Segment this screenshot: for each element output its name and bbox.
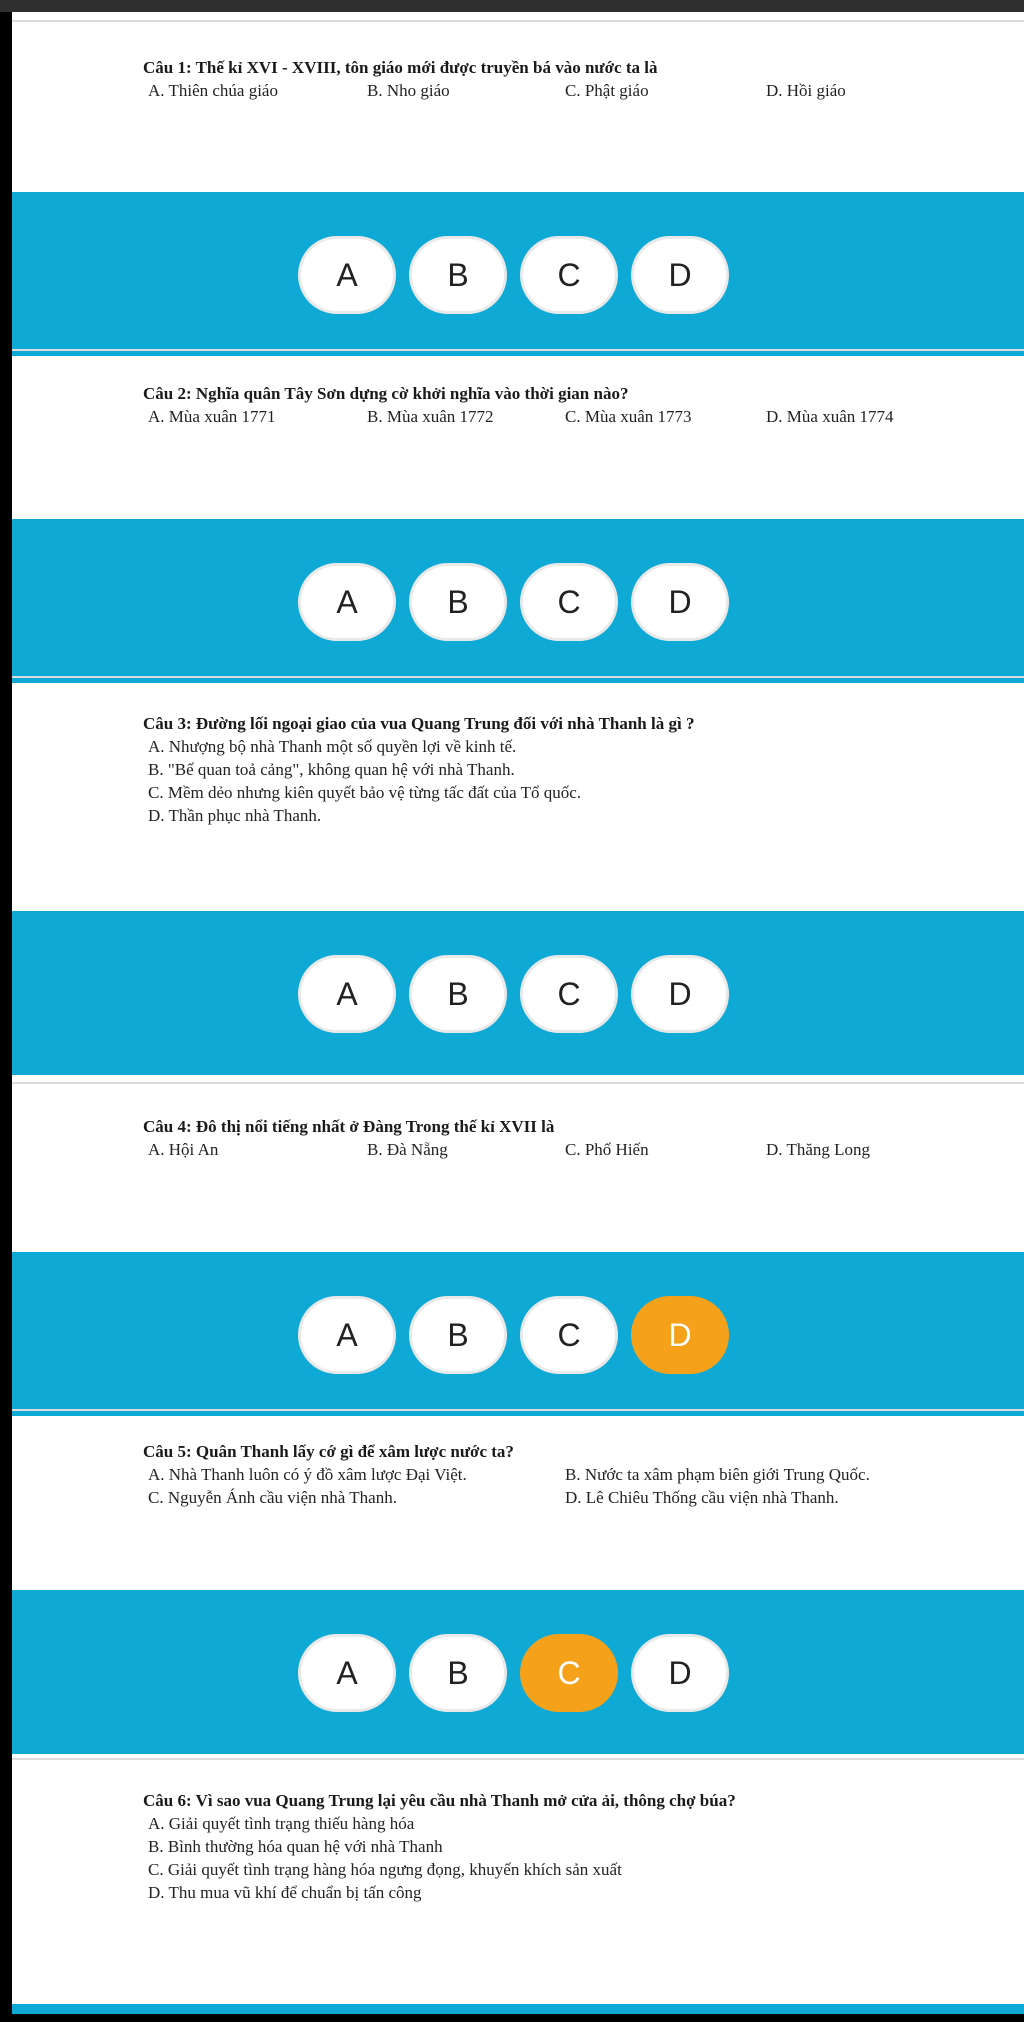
divider xyxy=(12,349,1024,351)
answer-b-button[interactable]: B xyxy=(409,955,507,1033)
question-title: Câu 4: Đô thị nổi tiếng nhất ở Đàng Trong thế kỉ XVII là xyxy=(143,1117,555,1136)
answer-band-6 xyxy=(12,2004,1024,2014)
status-bar xyxy=(0,0,1024,12)
option-a: A. Nhượng bộ nhà Thanh một số quyền lợi về kinh tế. xyxy=(148,737,517,756)
option-c: C. Phố Hiến xyxy=(565,1140,649,1159)
option-c: C. Mùa xuân 1773 xyxy=(565,407,692,426)
answer-b-button[interactable]: B xyxy=(409,563,507,641)
option-d: D. Lê Chiêu Thống cầu viện nhà Thanh. xyxy=(565,1488,839,1507)
answer-d-button[interactable]: D xyxy=(631,563,729,641)
answer-b-button[interactable]: B xyxy=(409,1296,507,1374)
answer-band-3 xyxy=(12,911,1024,1075)
option-c: C. Phật giáo xyxy=(565,81,649,100)
option-a: A. Nhà Thanh luôn có ý đồ xâm lược Đại Việt. xyxy=(148,1465,467,1484)
divider xyxy=(12,1082,1024,1084)
question-title: Câu 5: Quân Thanh lấy cớ gì để xâm lược nước ta? xyxy=(143,1442,514,1461)
answer-c-button[interactable]: C xyxy=(520,563,618,641)
option-b: B. Đà Nẵng xyxy=(367,1140,448,1159)
option-d: D. Thu mua vũ khí để chuẩn bị tấn công xyxy=(148,1883,422,1902)
answer-a-button[interactable]: A xyxy=(298,955,396,1033)
answer-d-button-selected[interactable]: D xyxy=(631,1296,729,1374)
option-c: C. Giải quyết tình trạng hàng hóa ngưng đọng, khuyến khích sản xuất xyxy=(148,1860,622,1879)
answer-d-button[interactable]: D xyxy=(631,955,729,1033)
answer-band-5 xyxy=(12,1590,1024,1754)
option-d: D. Thăng Long xyxy=(766,1140,871,1159)
option-a: A. Mùa xuân 1771 xyxy=(148,407,276,426)
divider xyxy=(12,1758,1024,1760)
option-b: B. Mùa xuân 1772 xyxy=(367,407,494,426)
divider xyxy=(12,20,1024,22)
answer-a-button[interactable]: A xyxy=(298,563,396,641)
answer-c-button-selected[interactable]: C xyxy=(520,1634,618,1712)
option-c: C. Mềm dẻo nhưng kiên quyết bảo vệ từng tấc đất của Tổ quốc. xyxy=(148,783,582,802)
answer-band-2 xyxy=(12,519,1024,683)
option-c: C. Nguyễn Ánh cầu viện nhà Thanh. xyxy=(148,1488,397,1507)
answer-c-button[interactable]: C xyxy=(520,1296,618,1374)
answer-d-button[interactable]: D xyxy=(631,236,729,314)
answer-d-button[interactable]: D xyxy=(631,1634,729,1712)
answer-band-4 xyxy=(12,1252,1024,1416)
question-title: Câu 1: Thế kỉ XVI - XVIII, tôn giáo mới được truyền bá vào nước ta là xyxy=(143,58,658,77)
option-d: D. Mùa xuân 1774 xyxy=(766,407,894,426)
answer-c-button[interactable]: C xyxy=(520,955,618,1033)
option-b: B. Nho giáo xyxy=(367,81,450,100)
option-a: A. Giải quyết tình trạng thiếu hàng hóa xyxy=(148,1814,415,1833)
option-b: B. Bình thường hóa quan hệ với nhà Thanh xyxy=(148,1837,443,1856)
option-d: D. Hồi giáo xyxy=(766,81,846,100)
answer-band-1 xyxy=(12,192,1024,356)
divider xyxy=(12,1409,1024,1411)
answer-b-button[interactable]: B xyxy=(409,236,507,314)
question-title: Câu 3: Đường lối ngoại giao của vua Quang Trung đối với nhà Thanh là gì ? xyxy=(143,714,695,733)
option-d: D. Thần phục nhà Thanh. xyxy=(148,806,322,825)
divider xyxy=(12,676,1024,678)
quiz-page xyxy=(12,12,1024,2014)
question-title: Câu 6: Vì sao vua Quang Trung lại yêu cầu nhà Thanh mở cửa ải, thông chợ búa? xyxy=(143,1791,736,1810)
option-b: B. "Bế quan toả cảng", không quan hệ với nhà Thanh. xyxy=(148,760,515,779)
answer-c-button[interactable]: C xyxy=(520,236,618,314)
option-a: A. Hội An xyxy=(148,1140,219,1159)
answer-a-button[interactable]: A xyxy=(298,1634,396,1712)
option-a: A. Thiên chúa giáo xyxy=(148,81,278,100)
option-b: B. Nước ta xâm phạm biên giới Trung Quốc. xyxy=(565,1465,870,1484)
answer-a-button[interactable]: A xyxy=(298,1296,396,1374)
question-title: Câu 2: Nghĩa quân Tây Sơn dựng cờ khởi nghĩa vào thời gian nào? xyxy=(143,384,629,403)
answer-a-button[interactable]: A xyxy=(298,236,396,314)
answer-b-button[interactable]: B xyxy=(409,1634,507,1712)
